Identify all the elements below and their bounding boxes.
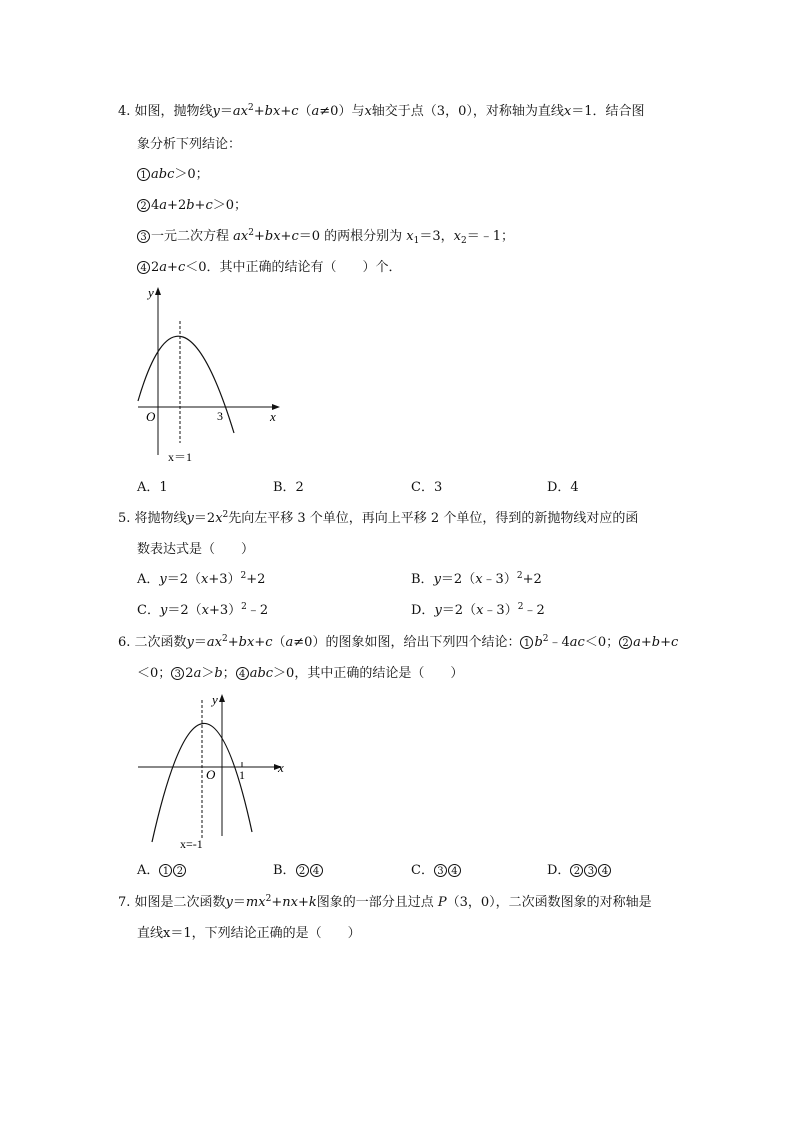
q6-line2: ＜0； 3 2a＞b； 4 abc＞0，其中正确的结论是（ ） [137, 666, 464, 681]
q4-option-c[interactable]: C．3 [411, 480, 443, 495]
q6-option-b[interactable]: B． 2 4 [273, 863, 324, 879]
q4-parabola-graph [130, 283, 290, 468]
q6-option-d[interactable]: D． 2 3 4 [547, 863, 612, 879]
q6-y-axis-arrow [219, 694, 225, 702]
q4-option-b[interactable]: B．2 [273, 480, 304, 495]
q5-option-d[interactable]: D．y＝2（x﹣3）$^2$﹣2 [411, 602, 545, 618]
q6-line1: 6. 二次函数$y=ax^2+bx+c(a\ne 0)$的图象如图，给出下列四个结论： 1 $b^2﹣4ac<0$； 2 a+b+c [118, 634, 679, 650]
q4-origin-label: O [146, 409, 156, 424]
q6-number: 6. [118, 635, 131, 650]
q4-option-a[interactable]: A．1 [137, 480, 168, 495]
q4-option-d[interactable]: D．4 [547, 480, 579, 495]
q5-option-c[interactable]: C．$y=2(x+3)^2﹣2$ [137, 602, 269, 618]
q4-x-tick-3: 3 [217, 409, 223, 423]
q6-y-label: y [212, 692, 218, 707]
q4-conclusion-4: 4 2a+c＜0．其中正确的结论有（ ）个． [137, 260, 402, 276]
q4-symmetry-label: x＝1 [168, 450, 193, 464]
q6-x-tick-1: 1 [239, 768, 245, 782]
q6-option-c[interactable]: C． 3 4 [411, 863, 462, 879]
q4-line2: 象分析下列结论： [137, 137, 242, 152]
q4-line1: 4. 如图，抛物线$y=ax^2+bx+c(a\ne 0)$与x轴交于点（3，0），对称轴为直线x＝1．结合图 [118, 103, 645, 119]
q6-parabola-graph [130, 686, 300, 851]
q6-x-label: x [278, 760, 284, 775]
q7-line2: 直线x＝1，下列结论正确的是（ ） [137, 926, 361, 941]
q5-option-b[interactable]: B．y＝2（x﹣3）$^2$+2 [411, 571, 542, 587]
q5-line1: 5. 将抛物线$y=2x^2$先向左平移 3 个单位，再向上平移 2 个单位，得到的新抛物线对应的函 [118, 510, 639, 526]
q5-number: 5. [118, 511, 131, 526]
q4-y-axis-arrow [155, 287, 161, 295]
q6-symmetry-label: x=-1 [180, 837, 203, 851]
q4-conclusion-3: 3 一元二次方程 $ax^2+bx+c=0$ 的两根分别为 $x_1=3$，$x_2=﹣1$； [137, 229, 514, 245]
q4-number: 4. [118, 104, 131, 119]
q4-conclusion-2: 2 4a+2b+c＞0； [137, 198, 247, 214]
q7-number: 7. [118, 895, 131, 910]
q6-origin-label: O [206, 767, 216, 782]
q4-x-label: x [270, 409, 276, 424]
q4-y-label: y [148, 285, 154, 300]
q7-line1: 7. 如图是二次函数$y=mx^2+nx+k$图象的一部分且过点 P（3，0），二次函数图象的对称轴是 [118, 894, 652, 910]
q6-option-a[interactable]: A． 1 2 [137, 863, 187, 879]
q5-option-a[interactable]: A．$y=2(x+3)^2+2$ [137, 571, 266, 587]
q5-line2: 数表达式是（ ） [137, 542, 255, 557]
q4-conclusion-1: 1 abc＞0； [137, 167, 209, 183]
